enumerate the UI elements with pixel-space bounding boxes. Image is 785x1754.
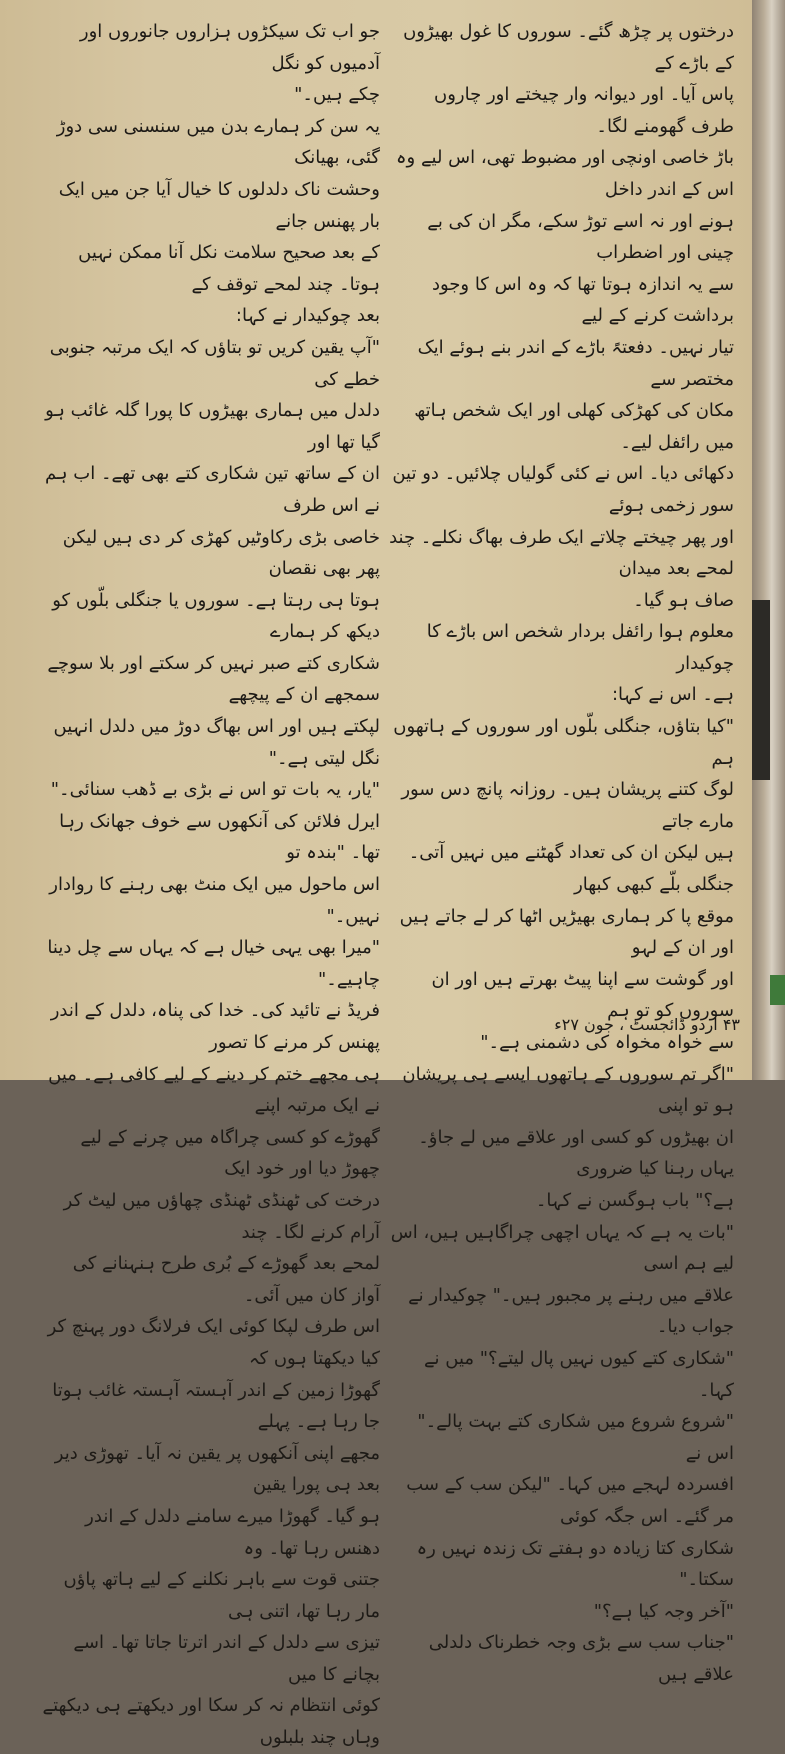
text-line: دکھائی دیا۔ اس نے کئی گولیاں چلائیں۔ دو تین سور زخمی ہوئے	[392, 463, 734, 516]
text-line: ہیں لیکن ان کی تعداد گھٹنے میں نہیں آتی۔ جنگلی بلّے کبھی کبھار	[408, 842, 734, 896]
text-line: "شروع شروع میں شکاری کتے بہت پالے۔" اس نے	[417, 1411, 734, 1464]
text-line: جتنی قوت سے باہر نکلنے کے لیے ہاتھ پاؤں مار رہا تھا، اتنی ہی	[63, 1569, 380, 1622]
text-line: پاس آیا۔ اور دیوانہ وار چیختے اور چاروں طرف گھومنے لگا۔	[434, 84, 734, 137]
text-line: وحشت ناک دلدلوں کا خیال آیا جن میں ایک بار پھنس جانے	[58, 178, 380, 232]
text-line: کوئی انتظام نہ کر سکا اور دیکھتے ہی دیکھتے وہاں چند بلبلوں	[42, 1695, 380, 1749]
text-line: اور گوشت سے اپنا پیٹ بھرتے ہیں اور ان سوروں کو تو ہم	[431, 968, 734, 1022]
text-line: ہے؟" باب ہوگسن نے کہا۔	[535, 1189, 734, 1211]
text-line: چکے ہیں۔"	[294, 84, 380, 106]
text-line: گھوڑا زمین کے اندر آہستہ آہستہ غائب ہوتا جا رہا ہے۔ پہلے	[52, 1379, 380, 1433]
dark-edge-mark	[752, 600, 770, 780]
text-line: ہے۔ اس نے کہا:	[611, 684, 734, 706]
text-line: تیار نہیں۔ دفعتہً باڑے کے اندر بنے ہوئے ایک مختصر سے	[417, 336, 734, 390]
text-line: سے یہ اندازہ ہوتا تھا کہ وہ اس کا وجود برداشت کرنے کے لیے	[431, 273, 734, 327]
text-line: "آخر وجہ کیا ہے؟"	[593, 1600, 734, 1622]
text-line: مکان کی کھڑکی کھلی اور ایک شخص ہاتھ میں رائفل لیے۔	[414, 400, 734, 453]
text-line: لوگ کتنے پریشان ہیں۔ روزانہ پانچ دس سور مارے جاتے	[401, 779, 734, 832]
text-line: "کیا بتاؤں، جنگلی بلّوں اور سوروں کے ہاتھوں ہم	[393, 716, 734, 769]
text-line: یہ سن کر ہمارے بدن میں سنسنی سی دوڑ گئی، بھیانک	[56, 115, 380, 169]
text-line: "میرا بھی یہی خیال ہے کہ یہاں سے چل دینا چاہیے۔"	[47, 937, 380, 990]
text-line: صاف ہو گیا۔	[633, 589, 734, 611]
next-page-edge	[752, 0, 785, 1080]
left-text-column	[40, 16, 380, 1754]
text-line: ان بھیڑوں کو کسی اور علاقے میں لے جاؤ۔ یہاں رہنا کیا ضروری	[418, 1126, 734, 1180]
text-line: بعد چوکیدار نے کہا:	[235, 305, 380, 327]
text-line: "یار، یہ بات تو اس نے بڑی بے ڈھب سنائی۔"	[50, 779, 380, 801]
text-line: علاقے میں رہنے پر مجبور ہیں۔" چوکیدار نے جواب دیا۔	[408, 1284, 734, 1338]
text-line: اس ماحول میں ایک منٹ بھی رہنے کا روادار نہیں۔"	[49, 874, 380, 927]
text-line: لمحے بعد گھوڑے کے بُری طرح ہنہنانے کی آواز کان میں آئی۔	[72, 1253, 380, 1306]
text-line: موقع پا کر ہماری بھیڑیں اٹھا کر لے جاتے ہیں اور ان کے لہو	[399, 905, 734, 959]
text-line: جو اب تک سیکڑوں ہزاروں جانوروں اور آدمیوں کو نگل	[79, 21, 380, 74]
text-line: "آپ یقین کریں تو بتاؤں کہ ایک مرتبہ جنوبی خطے کی	[49, 336, 380, 390]
text-line: ہونے اور نہ اسے توڑ سکے، مگر ان کی بے چینی اور اضطراب	[427, 210, 734, 264]
text-line: ہی مجھے ختم کر دینے کے لیے کافی ہے۔ میں نے ایک مرتبہ اپنے	[48, 1063, 380, 1117]
text-line: ایرل فلائن کی آنکھوں سے خوف جھانک رہا تھا۔ "بندہ تو	[59, 810, 380, 864]
text-line: اس طرف لپکا کوئی ایک فرلانگ دور پہنچ کر کیا دیکھتا ہوں کہ	[47, 1316, 380, 1369]
text-line: باڑ خاصی اونچی اور مضبوط تھی، اس لیے وہ اس کے اندر داخل	[396, 147, 734, 200]
text-line: ہو گیا۔ گھوڑا میرے سامنے دلدل کے اندر دھنس رہا تھا۔ وہ	[85, 1505, 380, 1559]
text-line: شکاری کتے صبر نہیں کر سکتے اور بلا سوچے سمجھے ان کے پیچھے	[47, 652, 380, 706]
green-edge-mark	[770, 975, 785, 1005]
text-line: دلدل میں ہماری بھیڑوں کا پورا گلہ غائب ہو گیا تھا اور	[45, 400, 380, 453]
text-line: افسردہ لہجے میں کہا۔ "لیکن سب کے سب مر گئے۔ اس جگہ کوئی	[406, 1474, 734, 1527]
text-line: "اگر تم سوروں کے ہاتھوں ایسے ہی پریشان ہو تو اپنی	[402, 1063, 734, 1117]
text-line: تیزی سے دلدل کے اندر اترتا جاتا تھا۔ اسے بچانے کا میں	[73, 1632, 380, 1685]
text-line: کے بعد صحیح سلامت نکل آنا ممکن نہیں ہوتا۔ چند لمحے توقف کے	[78, 242, 380, 295]
text-line: درخت کی ٹھنڈی ٹھنڈی چھاؤں میں لیٹ کر آرام کرنے لگا۔ چند	[63, 1189, 380, 1243]
text-line: ہوتا ہی رہتا ہے۔ سوروں یا جنگلی بلّوں کو دیکھ کر ہمارے	[52, 589, 380, 643]
text-line: معلوم ہوا رائفل بردار شخص اس باڑے کا چوکیدار	[426, 621, 734, 674]
text-line: شکاری کتا زیادہ دو ہفتے تک زندہ نہیں رہ سکتا۔"	[416, 1537, 734, 1591]
text-line: گھوڑے کو کسی چراگاہ میں چرنے کے لیے چھوڑ دیا اور خود ایک	[80, 1126, 380, 1180]
right-text-column	[388, 16, 734, 1690]
text-line: فریڈ نے تائید کی۔ خدا کی پناہ، دلدل کے اندر پھنس کر مرنے کا تصور	[50, 1000, 380, 1053]
text-line: سے خواہ مخواہ کی دشمنی ہے۔"	[480, 1032, 734, 1053]
text-line: لپکتے ہیں اور اس بھاگ دوڑ میں دلدل انہیں نگل لیتی ہے۔"	[53, 716, 380, 769]
text-line: اور پھر چیختے چلاتے ایک طرف بھاگ نکلے۔ چند لمحے بعد میدان	[389, 526, 734, 580]
page-footer: ۴۳ اردو ڈائجسٹ ، جون ۲۷ء	[554, 1015, 740, 1034]
text-line: "شکاری کتے کیوں نہیں پال لیتے؟" میں نے کہا۔	[423, 1347, 734, 1401]
text-line: "جناب سب سے بڑی وجہ خطرناک دلدلی علاقے ہیں	[428, 1632, 734, 1685]
text-line: "بات یہ ہے کہ یہاں اچھی چراگاہیں ہیں، اس لیے ہم اسی	[390, 1221, 734, 1275]
text-line: ان کے ساتھ تین شکاری کتے بھی تھے۔ اب ہم نے اس طرف	[45, 463, 380, 516]
text-line: درختوں پر چڑھ گئے۔ سوروں کا غول بھیڑوں کے باڑے کے	[403, 21, 734, 74]
text-line: مجھے اپنی آنکھوں پر یقین نہ آیا۔ تھوڑی دیر بعد ہی پورا یقین	[54, 1442, 380, 1496]
text-line: خاصی بڑی رکاوٹیں کھڑی کر دی ہیں لیکن پھر بھی نقصان	[62, 526, 380, 580]
